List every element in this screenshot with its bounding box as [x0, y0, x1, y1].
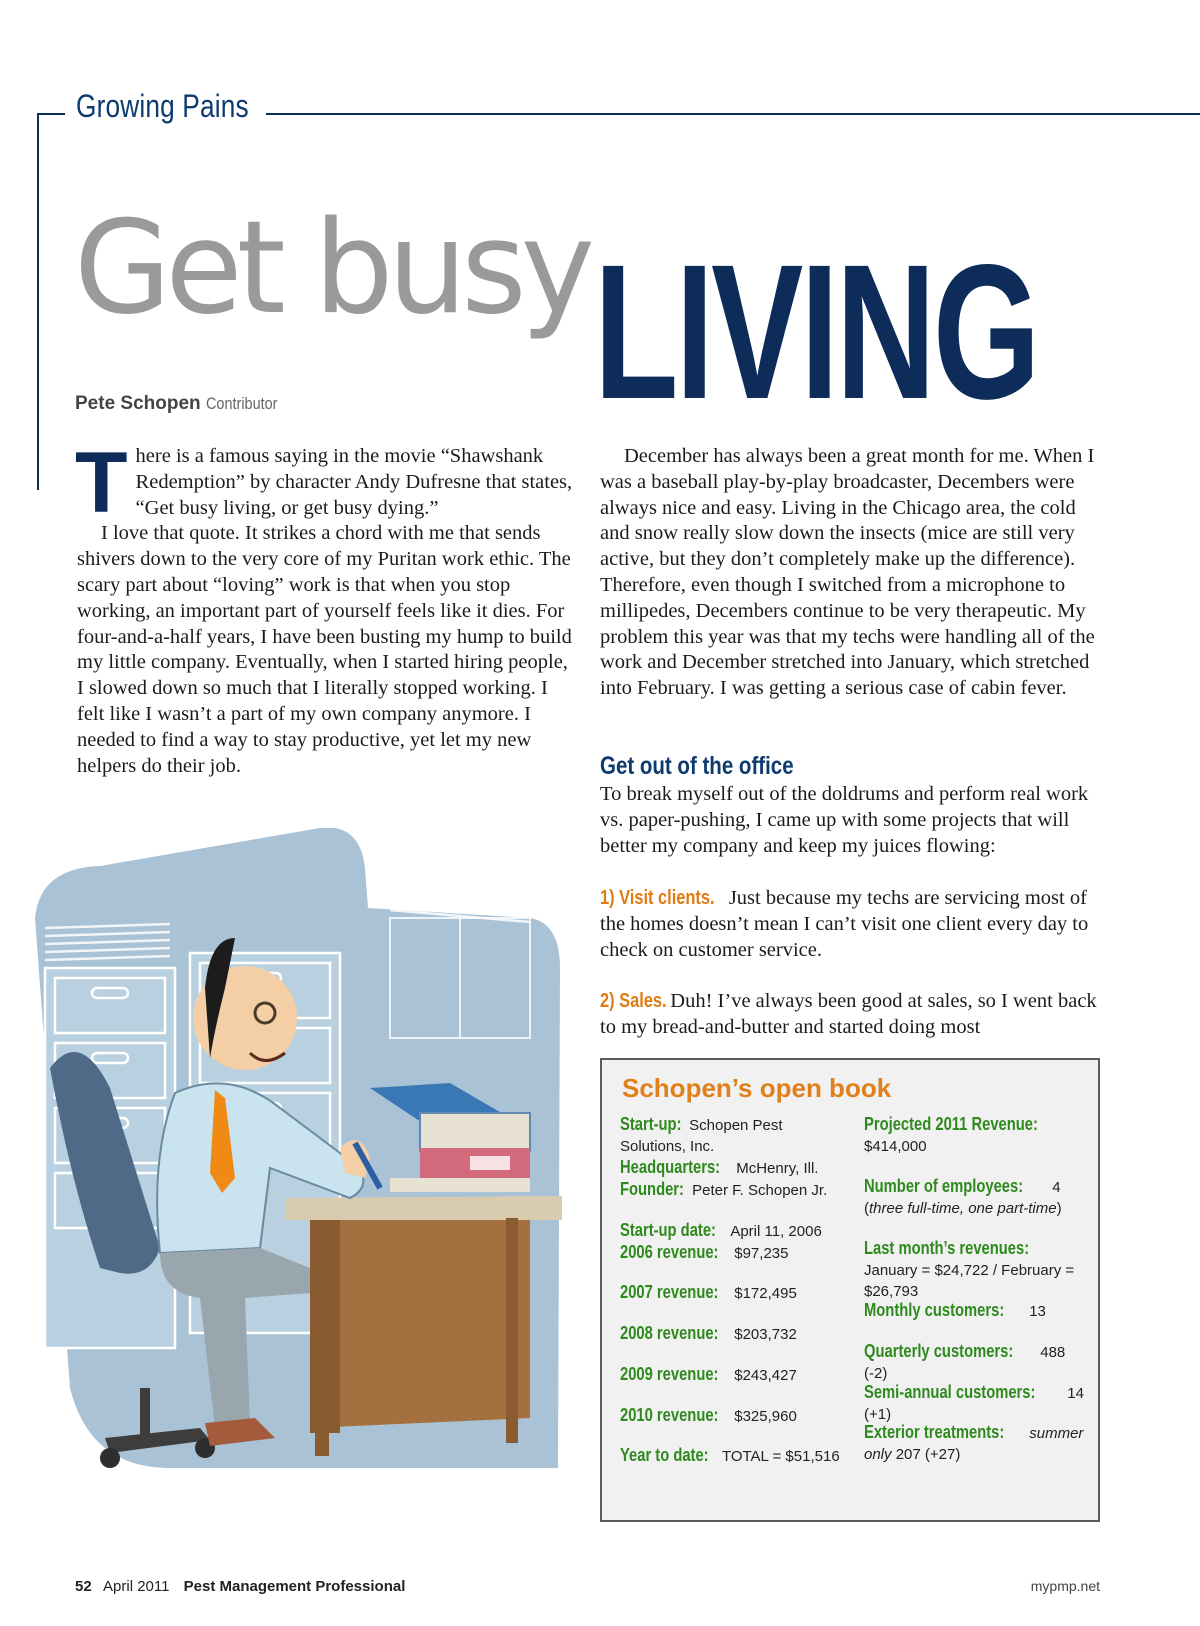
sidebar-field — [620, 1323, 797, 1345]
sidebar-field — [864, 1382, 1089, 1425]
field-label: Quarterly customers: — [864, 1341, 1014, 1361]
field-label: 2007 revenue: — [620, 1282, 719, 1302]
article-column-right — [600, 444, 1100, 702]
sidebar-field — [864, 1114, 1089, 1157]
field-value: Peter F. Schopen Jr. — [688, 1182, 828, 1199]
field-label: Founder: — [620, 1179, 684, 1199]
subhead: Get out of the office — [600, 752, 794, 780]
sidebar-field — [864, 1300, 1089, 1322]
section-title: Growing Pains — [76, 88, 249, 124]
sidebar-field — [620, 1282, 797, 1304]
field-label: Headquarters: — [620, 1157, 721, 1177]
field-value-italic: summer only — [864, 1425, 1084, 1463]
field-label: Monthly customers: — [864, 1300, 1005, 1320]
sidebar-field — [620, 1114, 840, 1201]
desk — [285, 1196, 562, 1456]
field-value: January = $24,722 / February = $26,793 — [864, 1262, 1075, 1300]
sidebar-field — [864, 1176, 1089, 1219]
field-label: Last month’s revenues: — [864, 1238, 1030, 1258]
field-value: TOTAL = $51,516 — [718, 1448, 840, 1465]
headline-light: Get busy — [74, 194, 590, 343]
office-worker-illustration — [10, 828, 600, 1508]
field-value: 207 (+27) — [891, 1446, 961, 1463]
field-label: Semi-annual customers: — [864, 1382, 1036, 1402]
sidebar-field — [864, 1341, 1089, 1384]
sidebar-field — [864, 1422, 1089, 1465]
field-value: 4 ( — [864, 1179, 1061, 1217]
field-value: $414,000 — [864, 1138, 927, 1155]
byline-name: Pete Schopen — [75, 393, 201, 414]
list-item — [600, 886, 1100, 963]
sidebar-field — [620, 1220, 840, 1264]
field-label: Start-up date: — [620, 1220, 716, 1240]
sidebar-field — [620, 1364, 797, 1386]
field-label: 2008 revenue: — [620, 1323, 719, 1343]
field-value-tail: ) — [1056, 1200, 1062, 1217]
field-value: McHenry, Ill. — [732, 1160, 819, 1177]
website-link[interactable]: mypmp.net — [1030, 1578, 1100, 1594]
headline-bold: LIVING — [594, 224, 1038, 439]
byline-role: Contributor — [205, 394, 278, 413]
article-column-left — [75, 435, 577, 779]
field-label: Start-up: — [620, 1114, 682, 1134]
list-item-label: 2) Sales. — [600, 990, 667, 1012]
section-rule-right — [266, 113, 1200, 115]
field-label: Year to date: — [620, 1445, 709, 1465]
field-label: Projected 2011 Revenue: — [864, 1114, 1038, 1134]
section-rule-left — [37, 113, 65, 115]
list-item — [600, 989, 1100, 1041]
sidebar-field — [620, 1405, 797, 1427]
page-number: 52 — [75, 1578, 92, 1595]
footer-left — [75, 1578, 405, 1595]
list-item-label: 1) Visit clients. — [600, 887, 715, 909]
field-value: $243,427 — [730, 1367, 797, 1384]
paragraph-projects: To break myself out of the doldrums and perform real work vs. paper-pushing, I came up with some projects that will better my company and keep my juices flowing: — [600, 783, 1089, 857]
sidebar-field — [620, 1445, 840, 1467]
list-item-text: Just because my techs are servicing most of the homes doesn’t mean I can’t visit one client every day to check on customer service. — [600, 887, 1089, 961]
field-value: $172,495 — [730, 1285, 797, 1302]
field-value: $97,235 — [730, 1245, 789, 1262]
field-value: Schopen Pest Solutions, Inc. — [620, 1117, 783, 1155]
field-value: $325,960 — [730, 1408, 797, 1425]
field-value: April 11, 2006 — [727, 1223, 822, 1240]
field-label: 2009 revenue: — [620, 1364, 719, 1384]
sidebar-title: Schopen’s open book — [622, 1073, 892, 1103]
field-label: 2006 revenue: — [620, 1242, 719, 1262]
paragraph-intro-text: here is a famous saying in the movie “Shawshank Redemption” by character Andy Dufresne that states, “Get busy living, or get busy dying.” — [135, 445, 573, 519]
paragraph-quote-reflection: I love that quote. It strikes a chord with me that sends shivers down to the very core of my Puritan work ethic. The scary part about “loving” work is that when you stop working, an important part of yourself feels like it dies. For four-and-a-half years, I have been busting my hump to build my little company. Eventually, when I started hiring people, I slowed down so much that I literally stopped working. I felt like I wasn’t a part of my own company anymore. I needed to find a way to stay productive, yet let my new helpers do their job. — [77, 522, 572, 777]
article-column-right-continued — [600, 782, 1100, 859]
list-item-text: Duh! I’ve always been good at sales, so I went back to my bread-and-butter and started doing most — [600, 990, 1097, 1038]
drop-cap: T — [75, 435, 128, 531]
sidebar-field — [864, 1238, 1089, 1302]
paragraph-december: December has always been a great month for me. When I was a baseball play-by-play broadcaster, Decembers were always nice and easy. Living in the Chicago area, the cold and snow really slow down the insects (mice are still very active, but they don’t completely make up the difference). Therefore, even though I switched from a microphone to millipedes, Decembers continue to be very therapeutic. My problem this year was that my techs were handling all of the work and December stretched into January, which stretched into February. I was getting a serious case of cabin fever. — [600, 445, 1095, 700]
field-label: 2010 revenue: — [620, 1405, 719, 1425]
field-label: Exterior treatments: — [864, 1422, 1005, 1442]
section-rule-vertical — [37, 113, 39, 490]
byline — [75, 393, 290, 415]
paragraph-intro — [75, 435, 577, 531]
field-value: 488 (-2) — [864, 1344, 1066, 1382]
field-value: 14 (+1) — [864, 1385, 1084, 1423]
field-label: Number of employees: — [864, 1176, 1024, 1196]
field-value: 13 — [1025, 1303, 1046, 1320]
issue-date: April 2011 — [103, 1578, 170, 1595]
publication-name: Pest Management Professional — [183, 1578, 406, 1595]
field-value-italic: three full-time, one part-time — [869, 1200, 1057, 1217]
field-value: $203,732 — [730, 1326, 797, 1343]
